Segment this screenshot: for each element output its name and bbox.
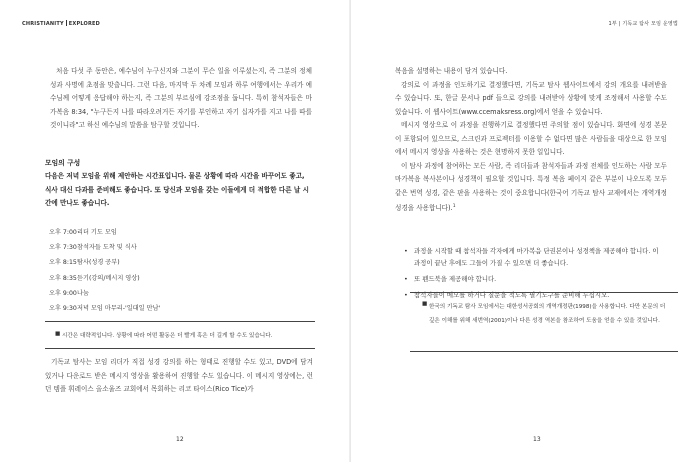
list-item-text: 참석자들이 메모를 하거나 질문을 적도록 필기도구를 준비해 두십시오.	[414, 291, 610, 299]
schedule-row	[49, 271, 309, 286]
schedule-time: 오후 7:30	[49, 244, 77, 252]
schedule-activity: 저녁 모임 마무리-'일대일 만남'	[77, 304, 161, 312]
schedule-list	[49, 225, 309, 316]
note-bullet-icon: ■	[55, 331, 61, 337]
right-paragraph-2: 강의로 이 과정을 인도하기로 결정했다면, 기독교 탐사 웹사이트에서 강의 개요를 내려받을 수 있습니다. 또, 한글 문서나 pdf 들으로 강의를 내려받아 상황에 맞게 조정해서 사용할 수도 있습니다. 이 웹사이트(www.ccemaksress.org)에서 얻을 수 있습니다.	[395, 80, 667, 116]
running-head-left	[22, 20, 100, 27]
schedule-activity: 탐사(성경 공부)	[77, 259, 120, 267]
bottom-paragraph	[45, 356, 313, 397]
list-item-text: 과정을 시작할 때 참석자들 각자에게 마가복음 단권본이나 성경책을 제공해야 합니다. 이 과정이 끝난 후에도 그들이 가질 수 있으면 더 좋습니다.	[414, 247, 659, 267]
running-head-brand-suffix: EXPLORED	[68, 21, 101, 27]
right-paragraph-3: 메시지 영상으로 이 과정을 진행하기로 결정했다면 주의할 점이 있습니다. 화면에 성경 본문이 포함되어 있으므로, 스크린과 프로젝터를 이용할 수 없다면 많은 사람들을 대상으로 한 모임에서 메시지 영상을 사용하는 것은 현명하지 못한 일입니다.	[395, 121, 667, 156]
list-item	[404, 245, 666, 269]
bullet-icon: •	[404, 291, 408, 299]
schedule-time: 오후 9:00	[49, 289, 77, 297]
section-intro: 다음은 저녁 모임을 위해 제안하는 시간표입니다. 물론 상황에 따라 시간을 바꾸어도 좋고, 식사 대신 다과를 준비해도 좋습니다. 또 당신과 모임을 갖는 이들에게 더 적합한 다른 날 시간에 만나도 좋습니다.	[45, 172, 309, 207]
footnote-marker: 1	[452, 204, 456, 209]
right-paragraph-4	[395, 160, 667, 216]
running-head-right: 1부 | 기독교 탐사 모임 운영법	[608, 21, 678, 27]
schedule-row	[49, 286, 309, 301]
bullet-icon: •	[404, 275, 408, 283]
section-title: 모임의 구성	[45, 159, 81, 167]
running-head-divider	[66, 20, 67, 26]
note-bullet-icon: ■	[422, 301, 428, 307]
schedule-row	[49, 240, 309, 255]
schedule-activity: 나눔	[77, 289, 89, 297]
schedule-activity: 참석자들 도착 및 식사	[77, 244, 137, 252]
lead-paragraph	[50, 65, 312, 133]
schedule-time: 오후 9:30	[49, 304, 77, 312]
lead-paragraph-text: 처음 다섯 주 동안은, 예수님이 누구신지와 그분이 무슨 일을 이루셨는지, 즉 그분의 정체성과 사명에 초점을 맞춥니다. 그런 다음, 마지막 두 차례 모임과 하루 여행에서는 우리가 예수님께 어떻게 응답해야 하는지, 즉 그분의 부르심에 강조점을 둡니다. 특히 참석자들은 마가복음 8:34, "누구든지 나를 따라오려거든 자기를 부인하고 자기 십자가를 지고 나를 따를 것이니라"고 하신 예수님의 말씀을 탐구할 것입니다.	[50, 67, 312, 129]
list-item-text: 또 펜드북을 제공해야 합니다.	[414, 275, 497, 283]
bullet-icon: •	[404, 247, 408, 255]
timing-note-box	[45, 321, 315, 349]
page-number-left: 12	[176, 436, 184, 443]
timing-note-text: 시간은 대략적입니다. 상황에 따라 어떤 활동은 더 빨게 혹은 더 길게 할 수도 있습니다.	[62, 333, 273, 339]
right-body-text	[395, 65, 667, 216]
schedule-time: 오후 8:35	[49, 274, 77, 282]
schedule-time: 오후 7:00	[49, 229, 77, 236]
bottom-paragraph-text: 기독교 탐사는 모임 리더가 직접 성경 강의를 하는 형태로 진행할 수도 있고, DVD에 담겨 있거나 다운로드 받은 메시지 영상을 활용하여 진행할 수도 있습니다. 이 메시지 영상에는, 런던 템플 휘레이스 올소울즈 교회에서 목회하는 리코 타이스(Rico Tice)가	[45, 358, 313, 393]
schedule-row	[49, 301, 309, 316]
right-paragraph-4-text: 이 탐사 과정에 참여하는 모든 사람, 즉 리더들과 참석자들과 과정 전체를 인도하는 사람 모두 마가복음 복사본이나 성경책이 필요할 것입니다. 특정 복음 페이지 같은 부분이 나오도록 모두 같은 번역 성경, 같은 판을 사용하는 것이 중요합니다(한국어 기독교 탐사 교재에서는 개역개정 성경을 사용합니다).	[395, 161, 667, 213]
schedule-row	[49, 225, 309, 240]
right-paragraph-1: 복음을 설명하는 내용이 담겨 있습니다.	[395, 67, 508, 75]
list-item	[404, 273, 666, 285]
bible-version-note-text: 한국의 기독교 탐사 모임에서는 대한성서공회의 개역개정판(1998)을 사용합니다. 다만 본문의 더 깊은 이해를 위해 새번역(2001)이나 다른 성경 역본을 참조하여 도움을 얻을 수 있을 것입니다.	[429, 304, 666, 324]
schedule-time: 오후 8:15	[49, 259, 77, 267]
bible-version-note-box	[410, 292, 678, 352]
schedule-row	[49, 255, 309, 270]
schedule-activity: 듣기(강의/메시지 영상)	[77, 274, 140, 282]
schedule-activity: 리더 기도 모임	[77, 229, 117, 236]
running-head-brand: CHRISTIANITY	[22, 21, 64, 27]
page-number-right: 13	[533, 436, 541, 443]
